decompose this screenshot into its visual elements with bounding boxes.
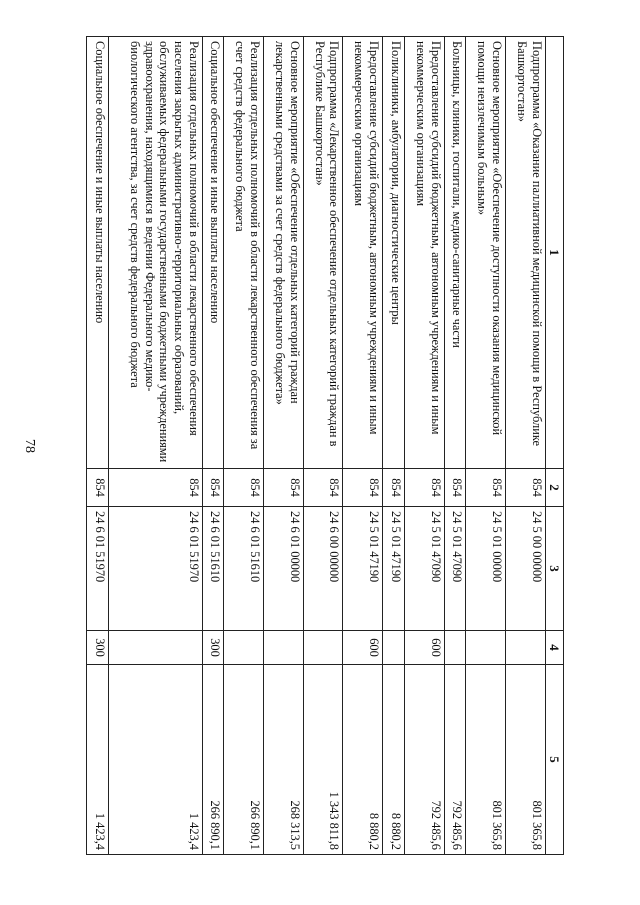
row-ministry: 854	[505, 469, 545, 507]
row-type	[303, 631, 343, 665]
row-amount: 1 343 811,8	[303, 665, 343, 855]
row-amount: 8 880,2	[383, 665, 405, 855]
row-ministry: 854	[108, 469, 202, 507]
row-code: 24 5 01 47190	[343, 507, 383, 631]
row-ministry: 854	[444, 469, 466, 507]
header-col-5: 5	[545, 665, 563, 855]
row-name: Основное мероприятие «Обеспечение отдельных категорий граждан лекарственными средствами за счет средств федерального бюджета»	[263, 37, 303, 469]
row-amount: 266 890,1	[202, 665, 224, 855]
row-amount: 266 890,1	[224, 665, 264, 855]
row-name: Подпрограмма «Оказание паллиативной медицинской помощи в Республике Башкортостан»	[505, 37, 545, 469]
row-amount: 801 365,8	[505, 665, 545, 855]
row-amount: 792 485,6	[404, 665, 444, 855]
row-ministry: 854	[404, 469, 444, 507]
table-row	[263, 37, 303, 855]
table-row	[343, 37, 383, 855]
rotated-page-content	[86, 36, 564, 854]
header-col-1: 1	[545, 37, 563, 469]
row-code: 24 5 01 00000	[466, 507, 506, 631]
table-row	[303, 37, 343, 855]
row-code: 24 6 00 00000	[303, 507, 343, 631]
row-type: 300	[202, 631, 224, 665]
header-col-2: 2	[545, 469, 563, 507]
row-name: Подпрограмма «Лекарственное обеспечение отдельных категорий граждан в Республике Башкортостан»	[303, 37, 343, 469]
row-amount: 1 423,4	[87, 665, 109, 855]
row-ministry: 854	[303, 469, 343, 507]
table-row	[444, 37, 466, 855]
table-row	[404, 37, 444, 855]
row-type: 600	[404, 631, 444, 665]
table-row	[202, 37, 224, 855]
row-ministry: 854	[263, 469, 303, 507]
row-name: Социальное обеспечение и иные выплаты населению	[87, 37, 109, 469]
row-ministry: 854	[202, 469, 224, 507]
row-name: Поликлиники, амбулатории, диагностические центры	[383, 37, 405, 469]
row-code: 24 5 01 47090	[444, 507, 466, 631]
row-name: Социальное обеспечение и иные выплаты населению	[202, 37, 224, 469]
budget-table	[86, 36, 564, 855]
row-name: Реализация отдельных полномочий в области лекарственного обеспечения населения закрытых административно-территориальных образований, обслуживаемых федеральными государственными бюджетными учреждениями здравоохранения, находящимися в ведении Федерального медико-биологического агентства, за счет средств федерального бюджета	[108, 37, 202, 469]
header-col-3: 3	[545, 507, 563, 631]
row-name: Больницы, клиники, госпитали, медико-санитарные части	[444, 37, 466, 469]
row-type: 300	[87, 631, 109, 665]
header-col-4: 4	[545, 631, 563, 665]
table-row	[466, 37, 506, 855]
row-ministry: 854	[383, 469, 405, 507]
row-code: 24 5 00 00000	[505, 507, 545, 631]
row-type	[466, 631, 506, 665]
row-type	[224, 631, 264, 665]
rotated-table-container	[86, 36, 564, 854]
page-number: 78	[22, 439, 37, 453]
row-name: Предоставление субсидий бюджетным, автономным учреждениям и иным некоммерческим организациям	[404, 37, 444, 469]
row-code: 24 6 01 51970	[87, 507, 109, 631]
row-ministry: 854	[343, 469, 383, 507]
row-amount: 801 365,8	[466, 665, 506, 855]
row-amount: 792 485,6	[444, 665, 466, 855]
row-code: 24 6 01 51610	[202, 507, 224, 631]
row-code: 24 6 01 00000	[263, 507, 303, 631]
row-amount: 1 423,4	[108, 665, 202, 855]
row-code: 24 5 01 47190	[383, 507, 405, 631]
table-row	[383, 37, 405, 855]
row-type	[444, 631, 466, 665]
row-code: 24 6 01 51970	[108, 507, 202, 631]
row-ministry: 854	[466, 469, 506, 507]
row-type: 600	[343, 631, 383, 665]
table-header-row	[545, 37, 563, 855]
row-ministry: 854	[87, 469, 109, 507]
row-code: 24 5 01 47090	[404, 507, 444, 631]
row-amount: 8 880,2	[343, 665, 383, 855]
row-type	[505, 631, 545, 665]
row-name: Предоставление субсидий бюджетным, автономным учреждениям и иным некоммерческим организациям	[343, 37, 383, 469]
row-name: Основное мероприятие «Обеспечение доступности оказания медицинской помощи неизлечимым больным»	[466, 37, 506, 469]
table-row	[87, 37, 109, 855]
row-name: Реализация отдельных полномочий в области лекарственного обеспечения за счет средств федерального бюджета	[224, 37, 264, 469]
row-code: 24 6 01 51610	[224, 507, 264, 631]
table-row	[505, 37, 545, 855]
table-row	[224, 37, 264, 855]
table-row	[108, 37, 202, 855]
row-type	[108, 631, 202, 665]
row-type	[383, 631, 405, 665]
row-type	[263, 631, 303, 665]
row-amount: 268 313,5	[263, 665, 303, 855]
row-ministry: 854	[224, 469, 264, 507]
